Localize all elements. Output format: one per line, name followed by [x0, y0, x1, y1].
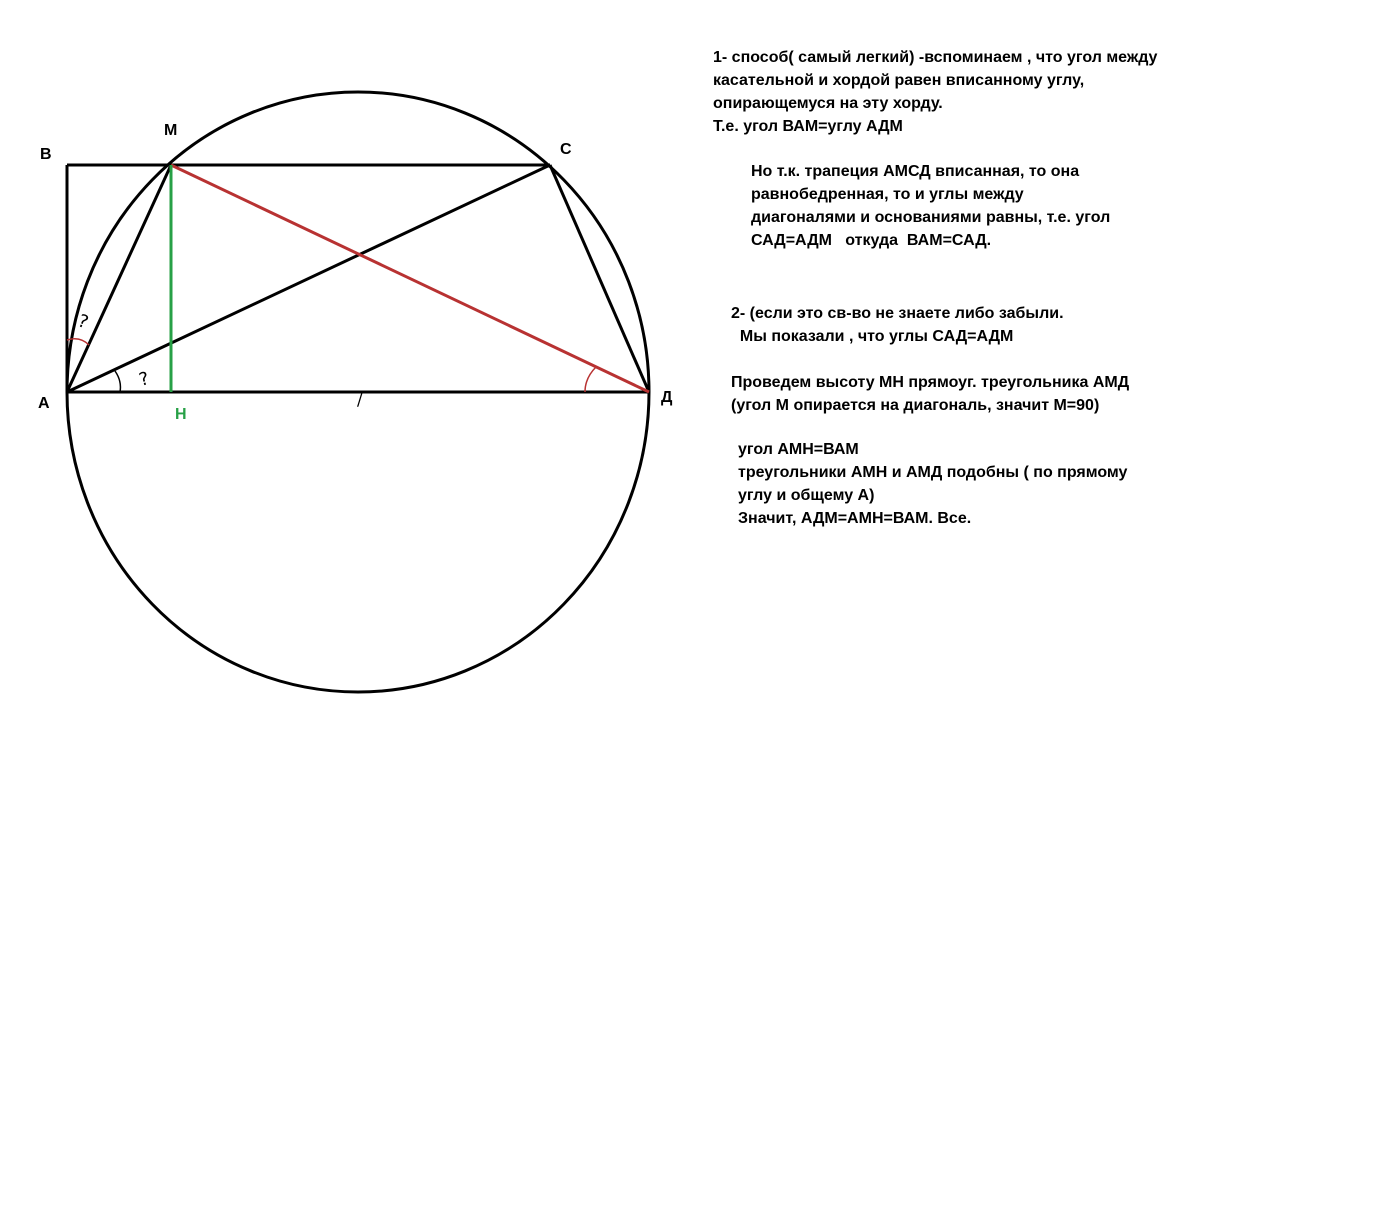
note-line: (угол М опирается на диагональ, значит М=90) [731, 397, 1100, 414]
note-line: угол АМН=ВАМ [738, 441, 859, 458]
segment-am [67, 165, 171, 392]
angle-arc-adm [585, 367, 596, 392]
notes-method2-intro [731, 302, 1064, 348]
segment-cd [550, 165, 649, 392]
note-line: 2- (если это св-во не знаете либо забыли. [731, 305, 1064, 322]
note-line: Т.е. угол ВАМ=углу АДМ [713, 118, 903, 135]
note-line: Мы показали , что углы САД=АДМ [731, 328, 1014, 345]
note-line: Но т.к. трапеция АМСД вписанная, то она [751, 163, 1080, 180]
diagonal-ac [67, 165, 550, 392]
label-point-b: В [40, 146, 52, 163]
diagonal-md [171, 165, 649, 392]
label-point-a: А [38, 395, 50, 412]
label-point-m: М [164, 122, 178, 139]
note-line: равнобедренная, то и углы между [751, 186, 1024, 203]
note-line: опирающемуся на эту хорду. [713, 95, 943, 112]
angle-mark-cad: ? [136, 368, 152, 391]
notes-method2-altitude [731, 371, 1129, 417]
note-line: касательной и хордой равен вписанному углу, [713, 72, 1085, 89]
label-point-d: Д [661, 389, 673, 406]
notes-method1 [713, 46, 1157, 138]
angle-arc-cad [115, 371, 120, 392]
note-line: САД=АДМ откуда ВАМ=САД. [751, 232, 992, 249]
tick-mark-ad: / [357, 390, 363, 409]
label-point-h: Н [175, 406, 187, 423]
notes-method2-conclusion [738, 438, 1127, 530]
angle-mark-bam: ? [74, 310, 92, 334]
label-point-c: С [560, 141, 572, 158]
note-line: 1- способ( самый легкий) -вспоминаем , что угол между [713, 49, 1158, 66]
note-line: диагоналями и основаниями равны, т.е. угол [751, 209, 1111, 226]
note-line: Проведем высоту МН прямоуг. треугольника АМД [731, 374, 1130, 391]
note-line: Значит, АДМ=АМН=ВАМ. Все. [738, 510, 972, 527]
note-line: треугольники АМН и АМД подобны ( по прямому [738, 464, 1128, 481]
note-line: углу и общему А) [738, 487, 875, 504]
geometry-figure [0, 0, 700, 720]
notes-method1-continued [751, 160, 1110, 252]
